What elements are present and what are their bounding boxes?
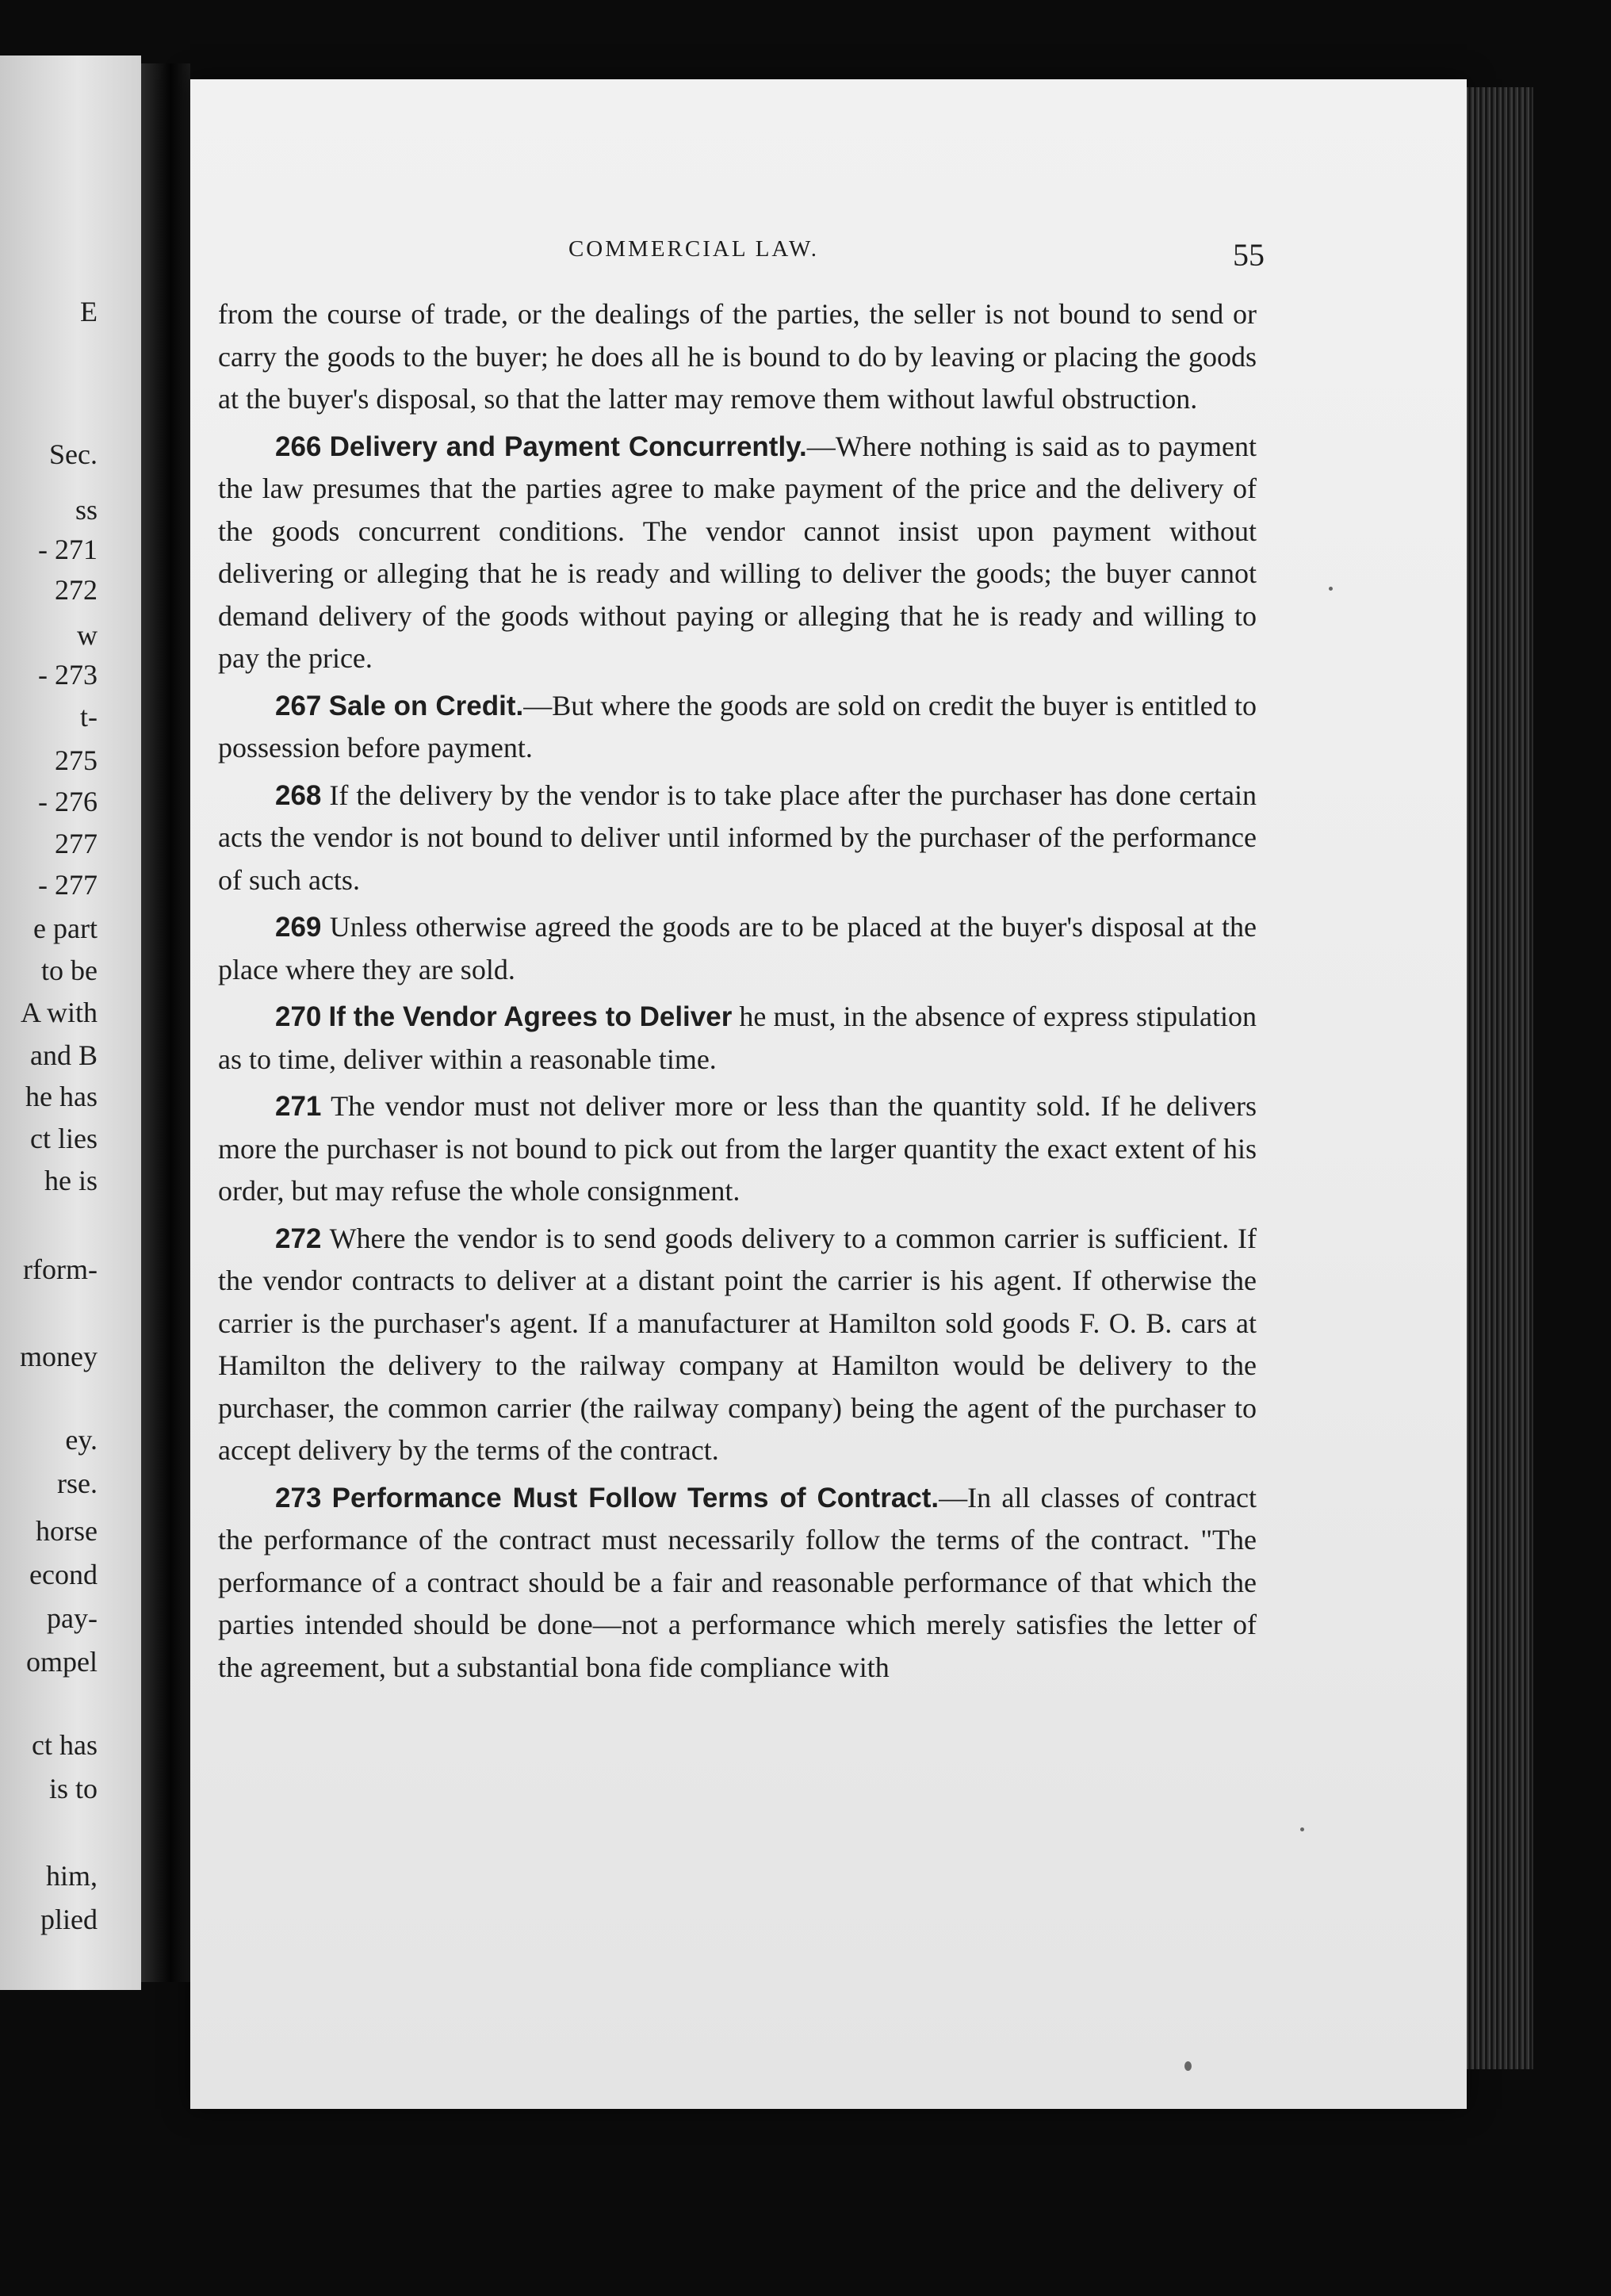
paragraph — [218, 1085, 1257, 1213]
section-number: 273 — [275, 1482, 322, 1513]
facing-page-line: horse — [36, 1515, 98, 1547]
facing-page-line: rform- — [23, 1253, 98, 1285]
paragraph-text: —But where the goods are sold on credit the buyer is entitled to possession before payment. — [218, 689, 1257, 763]
facing-page-line: t- — [80, 701, 98, 733]
facing-page-line: ct has — [32, 1729, 98, 1761]
facing-page-line: him, — [45, 1860, 98, 1892]
facing-page-line: 275 — [55, 744, 98, 776]
section-heading: Delivery and Payment Concurrently. — [329, 430, 807, 462]
facing-page-line: Sec. — [49, 438, 98, 470]
paragraph — [218, 996, 1257, 1081]
paragraph — [218, 1218, 1257, 1472]
facing-page-line: and B — [30, 1039, 98, 1071]
facing-page-line: - 273 — [38, 659, 98, 691]
facing-page-line: - 277 — [38, 869, 98, 901]
facing-page-line: pay- — [47, 1602, 98, 1634]
section-number: 266 — [275, 430, 322, 462]
facing-page-line: econd — [29, 1559, 98, 1590]
facing-page-line: ompel — [26, 1646, 98, 1678]
paragraph — [218, 1477, 1257, 1689]
facing-page — [0, 55, 141, 1990]
paragraph-text: If the delivery by the vendor is to take place after the purchaser has done certain acts the vendor is not bound to deliver until informed by the purchaser of the performance of such acts. — [218, 779, 1257, 896]
facing-page-line: - 271 — [38, 534, 98, 565]
facing-page-line: is to — [48, 1773, 98, 1804]
paragraph — [218, 426, 1257, 680]
facing-page-line: w — [77, 619, 98, 651]
section-heading: Sale on Credit. — [328, 690, 524, 721]
facing-page-line: plied — [40, 1904, 98, 1935]
paragraph-text: Unless otherwise agreed the goods are to be placed at the buyer's disposal at the place where they are sold. — [218, 911, 1257, 985]
facing-page-line: ey. — [65, 1424, 98, 1456]
paragraph-text: The vendor must not deliver more or less than the quantity sold. If he delivers more the purchaser is not bound to pick out from the larger quantity the exact extent of his order, but may refuse the whole consignment. — [218, 1090, 1257, 1207]
paragraph — [218, 685, 1257, 770]
facing-page-line: 272 — [55, 574, 98, 606]
facing-page-line: 277 — [55, 828, 98, 859]
paragraph — [218, 293, 1257, 421]
facing-page-line: he has — [25, 1081, 98, 1112]
facing-page-line: he is — [44, 1165, 98, 1196]
facing-page-line: to be — [41, 955, 98, 986]
paragraph-text: —In all classes of contract the performance of the contract must necessarily follow the terms of the contract. "The performance of a contract should be a fair and reasonable performance of that which the parties intended should be done—not a performance which merely satisfies the letter of the agreement, but a substantial bona fide compliance with — [218, 1481, 1257, 1683]
facing-page-line: money — [20, 1341, 98, 1372]
section-number: 269 — [275, 912, 322, 943]
running-header: COMMERCIAL LAW. — [568, 236, 820, 262]
book-gutter — [141, 63, 190, 1982]
facing-page-line: A with — [20, 997, 98, 1028]
section-number: 272 — [275, 1223, 322, 1254]
page-body — [218, 293, 1257, 1693]
facing-page-line: ct lies — [30, 1123, 98, 1154]
page-edges — [1467, 87, 1533, 2069]
ink-speck — [1300, 1827, 1304, 1831]
paragraph — [218, 906, 1257, 991]
facing-page-line: E — [80, 296, 98, 327]
paragraph-text: Where the vendor is to send goods delivery to a common carrier is sufficient. If the vendor contracts to deliver at a distant point the carrier is his agent. If otherwise the carrier is the purchaser's agent. If a manufacturer at Hamilton sold goods F. O. B. cars at Hamilton the delivery to the railway company at Hamilton would be delivery to the purchaser, the common carrier (the railway company) being the agent of the purchaser to accept delivery by the terms of the contract. — [218, 1222, 1257, 1466]
ink-speck — [1184, 2061, 1192, 2071]
section-number: 267 — [275, 690, 322, 721]
paragraph-text: he must, in the absence of express stipulation as to time, deliver within a reasonable time. — [218, 1001, 1257, 1075]
paragraph-text: from the course of trade, or the dealings of the parties, the seller is not bound to send or carry the goods to the buyer; he does all he is bound to do by leaving or placing the goods at the buyer's disposal, so that the latter may remove them without lawful obstruction. — [218, 298, 1257, 415]
facing-page-line: ss — [75, 494, 98, 526]
facing-page-line: rse. — [57, 1468, 98, 1499]
facing-page-line: e part — [33, 913, 98, 944]
section-number: 270 — [275, 1001, 322, 1032]
paragraph — [218, 775, 1257, 902]
section-number: 271 — [275, 1091, 322, 1122]
section-number: 268 — [275, 779, 322, 811]
section-heading: If the Vendor Agrees to Deliver — [328, 1001, 733, 1032]
facing-page-line: - 276 — [38, 786, 98, 817]
page-number: 55 — [1233, 237, 1265, 273]
section-heading: Performance Must Follow Terms of Contract. — [331, 1482, 939, 1513]
paragraph-text: —Where nothing is said as to payment the law presumes that the parties agree to make payment of the price and the delivery of the goods concurrent conditions. The vendor cannot insist upon payment without delivering or alleging that he is ready and willing to deliver the goods; the buyer cannot demand delivery of the goods without paying or alleging that he is ready and willing to pay the price. — [218, 430, 1257, 674]
ink-speck — [1329, 587, 1333, 591]
